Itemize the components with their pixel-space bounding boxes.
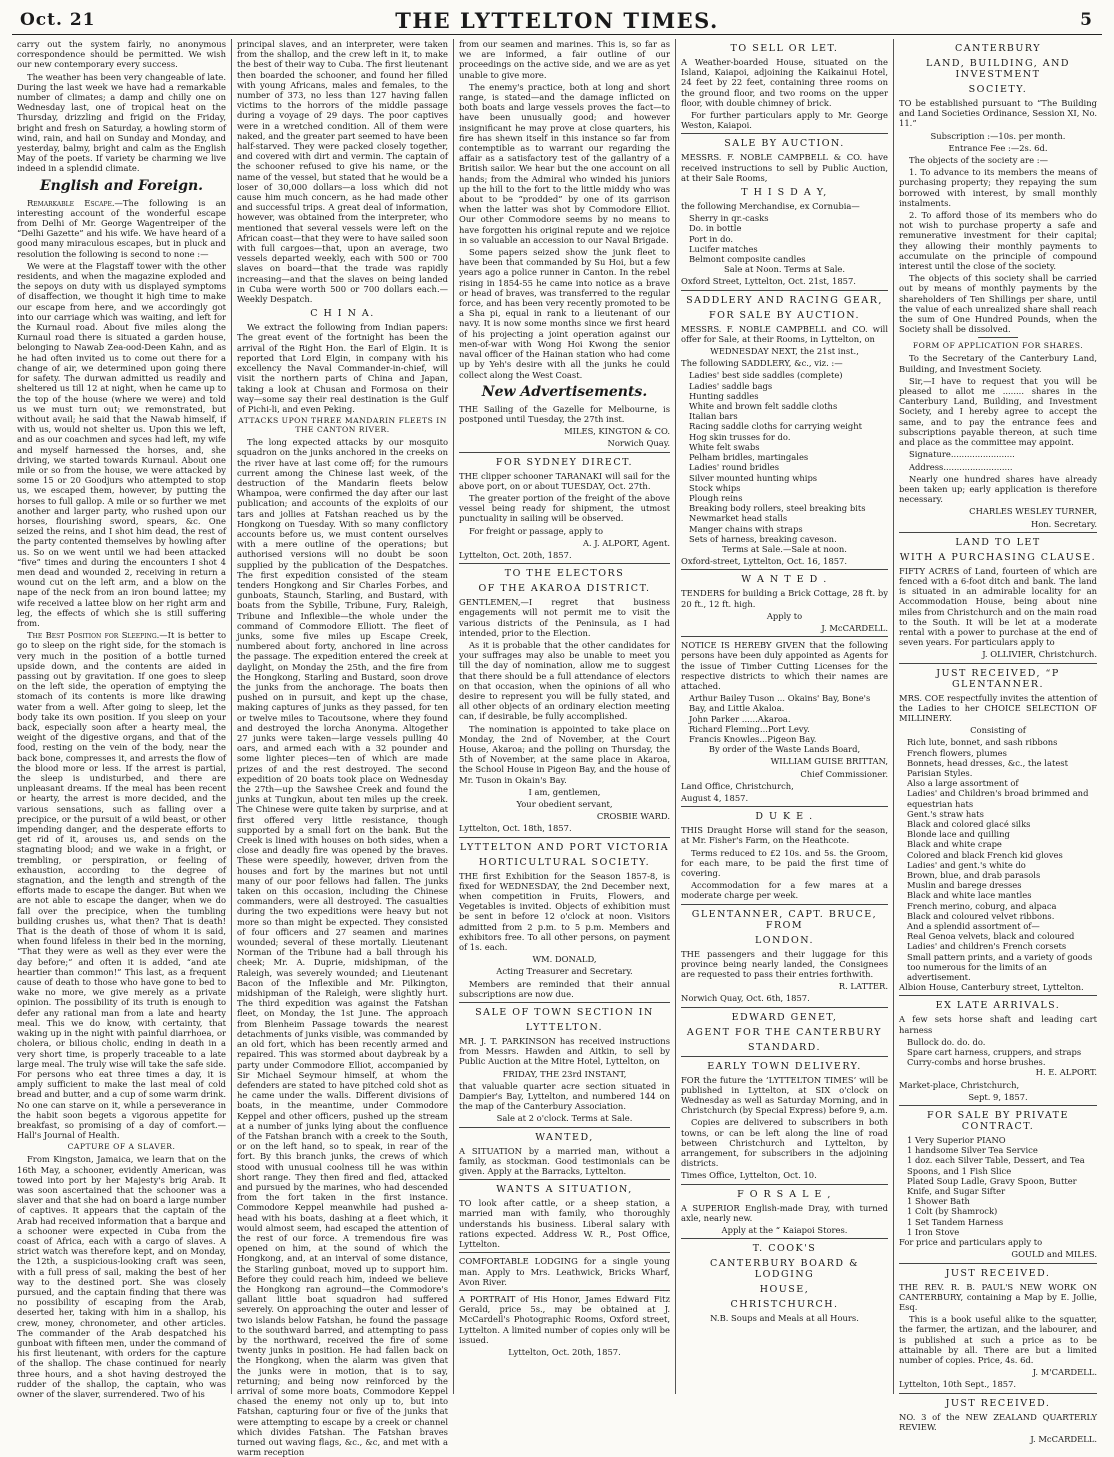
genet-heading: EDWARD GENET, xyxy=(731,1011,838,1023)
escape-story: We were at the Flagstaff tower with the other residents, and when the magazine exploded and the sepoys on duty with us displayed symptoms of disaffection, we thought it high time to make our escape from here, and we accordingly got into our carriage which was waiting, and left for the Kurnaul road. About five miles along the Kurnaul road there is situated a garden house, belonging to Nawab Zea-ood-Deen Kahn, and as he had often invited us to come out there for a change of air, we determined upon going there for safety. The durwan admitted us readily and sheltered us till 12 at night, when he came up to the top of the house (where we were) and told us we must turn out; we remonstrated, but without avail; he said that the Nawab himself, if with us, would not shelter us. Upon this we left, and as our coachmen and syces had left, my wife and myself harnessed the horses, and, she driving, we started towards Kurnaul. About one mile or so from the house, we were attacked by some 15 or 20 Goodjurs who attempted to stop us, we escaped them, however, by putting the horses to full gallop. A mile or so further we met another and larger party, who rushed upon our horses, flourishing sword, spears, &c. One seized the reins, and I shot him dead, the rest of the party contented themselves by howling after us. So on we went until we had been attacked “five” times and during the encounters I shot 4 men dead and wounded 2, receiving in return a wound cut on the left arm, and a blow on the nape of the neck from an iron bound lattee; my wife received a lattee blow on her right arm and leg, the effects of which she is still suffering from. xyxy=(17,260,226,628)
list-item: Breaking body rollers, steel breaking bits xyxy=(689,503,866,514)
list-item: Do. in bottle xyxy=(689,223,742,234)
saddlery-heading: SADDLERY AND RACING GEAR, xyxy=(686,294,883,306)
list-item: Manger chains with straps xyxy=(689,523,803,534)
town-section-text: MR. J. T. PARKINSON has received instructions from Messrs. Hawden and Aitkin, to sell by Public Auction at the Mitre Hotel, Lyttelton, on xyxy=(459,1036,670,1067)
gazelle-signature: MILES, KINGTON & CO. xyxy=(564,426,670,437)
divider xyxy=(681,1056,888,1057)
list-item: 1 Colt (by Shamrock) xyxy=(907,1206,998,1217)
early-delivery-heading: EARLY TOWN DELIVERY. xyxy=(707,1060,862,1072)
auction-text-2: the following Merchandise, ex Cornubia— xyxy=(681,201,860,212)
advertisements-heading: New Advertisements. xyxy=(481,383,648,400)
list-item: Plough reins xyxy=(689,492,743,503)
form-secretary-title: Hon. Secretary. xyxy=(1030,518,1097,529)
electors-text: GENTLEMEN,—I regret that business engagements will not permit me to visit the various districts of the Peninsula, as I had intended, prior to the Election. xyxy=(459,597,670,638)
escape-title: Remarkable Escape. xyxy=(27,197,115,208)
form-signature-line: Signature........................ xyxy=(909,449,1015,460)
land-society-text: TO be established pursuant to “The Building and Land Societies Ordinance, Session XI, No. 11.” xyxy=(899,98,1097,129)
millinery-items xyxy=(899,737,1097,982)
late-arrivals-date: Sept. 9, 1857. xyxy=(968,1091,1028,1102)
list-item: Port in do. xyxy=(689,233,734,244)
divider xyxy=(459,1290,670,1291)
notice-place: Land Office, Christchurch, xyxy=(681,780,794,791)
land-society-ad xyxy=(899,43,1097,529)
divider xyxy=(899,532,1097,533)
duke-accommodation: Accommodation for a few mares at a moderate charge per week. xyxy=(681,880,888,901)
land-to-let-text: FIFTY ACRES of Land, fourteen of which are fenced with a 6-foot ditch and bank. The land is situated in an admirable locality for an Accommodation House, being about nine miles from Christchurch and on the main road to the South. It will be let at a moderate rental with a power to purchase at the end of seven years. For particulars apply to xyxy=(899,565,1097,648)
land-to-let-ad xyxy=(899,537,1097,660)
saddlery-ad xyxy=(681,295,888,567)
duke-text: THIS Draught Horse will stand for the season, at Mr. Fisher's Farm, on the Heathcote. xyxy=(681,825,888,846)
divider xyxy=(899,995,1097,996)
list-item: Also a large assortment of xyxy=(907,778,1019,789)
wanted-ad xyxy=(459,1132,670,1177)
list-item: French merino, coburg, and alpaca xyxy=(907,900,1057,911)
section-heading: English and Foreign. xyxy=(39,177,204,194)
glentanner-subheading: LONDON. xyxy=(754,934,815,946)
notice-order: By order of the Waste Lands Board, xyxy=(708,744,861,755)
private-contract-ad xyxy=(899,1110,1097,1259)
notice-title: Chief Commissioner. xyxy=(800,768,888,779)
list-item: Newmarket head stalls xyxy=(689,513,788,524)
article-text: carry out the system fairly, no anonymous correspondence should be permitted. We wish our new contemporary every success. xyxy=(17,39,226,70)
list-item: John Parker ......Akaroa. xyxy=(689,713,791,724)
horticultural-note: Members are reminded that their annual subscriptions are now due. xyxy=(459,978,670,999)
glentanner-date: Norwich Quay, Oct. 6th, 1857. xyxy=(681,993,810,1004)
sell-let-text-2: For further particulars apply to Mr. George Weston, Kaiapoi. xyxy=(681,110,888,131)
millinery-text: MRS. COE respectfully invites the attention of the Ladies to her CHOICE SELECTION OF MILLINERY. xyxy=(899,692,1097,723)
divider xyxy=(681,806,888,807)
divider xyxy=(681,1007,888,1008)
divider xyxy=(899,1263,1097,1264)
list-item: Real Genoa velvets, black and coloured xyxy=(907,931,1075,942)
china-heading: C H I N A. xyxy=(310,308,375,320)
horticultural-signature: WM. DONALD, xyxy=(532,954,597,965)
tenders-ad xyxy=(681,574,888,633)
private-contract-signature: GOULD and MILES. xyxy=(1011,1249,1097,1260)
divider xyxy=(899,663,1097,664)
masthead xyxy=(12,8,1102,35)
cook-subheading: CANTERBURY BOARD & LODGING xyxy=(709,1258,860,1281)
duke-terms: Terms reduced to £2 10s. and 5s. the Groom, for each mare, to be paid the first time of covering. xyxy=(681,847,888,878)
land-society-object-1: 1. To advance to its members the means of purchasing property; they repaying the sum borrowed with interest, by small monthly instalments. xyxy=(899,167,1097,208)
electors-closing: I am, gentlemen, xyxy=(528,786,601,797)
auction-text: MESSRS. F. NOBLE CAMPBELL & CO. have received instructions to sell by Public Auction, at their Sale Rooms, xyxy=(681,152,888,183)
escape-article xyxy=(17,198,226,259)
land-society-object-3: The objects of this society shall be carried out by means of monthly payments by the shareholders of Ten Shillings per share, until the value of each unrealized share shall reach the sum of One Hundred Pounds, when the Society shall be dissolved. xyxy=(899,273,1097,335)
divider xyxy=(459,563,670,564)
late-arrivals-heading: EX LATE ARRIVALS. xyxy=(935,1000,1061,1012)
list-item: And a splendid assortment of— xyxy=(907,921,1040,932)
sell-let-text: A Weather-boarded House, situated on the Island, Kaiapoi, adjoining the Kaikainui Hotel, 24 feet by 22 feet, containing three rooms on the ground floor, and two rooms on the upper floor, with double chimney of brick. xyxy=(681,57,888,108)
land-society-heading: CANTERBURY xyxy=(955,43,1041,54)
wanted-text: A SITUATION by a married man, without a family, as stockman. Good testimonials can be given. Apply at the Barracks, Lyttelton. xyxy=(459,1145,670,1177)
list-item: Ladies' best side saddles (complete) xyxy=(689,370,843,381)
genet-ad xyxy=(681,1012,888,1053)
paul-book-ad xyxy=(899,1268,1097,1390)
list-item: White and brown felt saddle cloths xyxy=(689,401,838,412)
quarterly-review-signature: J. McCARDELL. xyxy=(1030,1433,1097,1444)
newspaper-title: THE LYTTELTON TIMES. xyxy=(395,8,719,33)
column-3 xyxy=(454,39,676,1394)
list-item: Ladies' and children's French corsets xyxy=(907,941,1067,952)
dray-ad xyxy=(681,1189,888,1236)
notice-agents xyxy=(681,693,888,744)
list-item: Richard Fleming...Port Levy. xyxy=(689,723,810,734)
sell-let-ad xyxy=(681,43,888,130)
saddlery-day: WEDNESDAY NEXT, the 21st inst., xyxy=(710,346,859,357)
private-contract-heading: FOR SALE BY PRIVATE CONTRACT. xyxy=(927,1110,1069,1133)
horticultural-ad xyxy=(459,842,670,999)
column-5 xyxy=(894,39,1102,1444)
duke-heading: D U K E . xyxy=(755,811,814,823)
form-address-line: Address.......................... xyxy=(909,461,1013,472)
china-article: We extract the following from Indian papers: The great event of the fortnight has been the arrival of the Right Hon. the Earl of Elgin. It is reported that Lord Elgin, in company with his excellency the Naval Commander-in-chief, will visit the northern parts of China and Japan, taking a look at Chusan and Formosa on their way—some say their real destination is the Gulf of Pichi-li, and even Peking. xyxy=(237,322,448,414)
divider xyxy=(681,1184,888,1185)
paul-book-signature: J. M'CARDELL. xyxy=(1032,1367,1097,1378)
list-item: Racing saddle cloths for carrying weight xyxy=(689,421,862,432)
attacks-article: The long expected attacks by our mosquito squadron on the junks anchored in the creeks on the river have at last come off; for the rumours current among the Chinese last week, of the destruction of the Mandarin fleets below Whampoa, were confirmed the day after our last publication; and accounts of the exploits of our tars and jollies at Fatshan reached us by the Hongkong on Tuesday. With so many conflictory accounts before us, we must content ourselves with a mere outline of the operations; but authorised versions will no doubt be soon supplied by the publication of the Despatches. The first expedition consisted of the steam tenders Hongkong and Sir Charles Forbes, and gunboats, Staunch, Starling, and Bustard, with boats from the Sybille, Tribune, Fury, Raleigh, Tribune and Inflexible—the whole under the command of Commodore Elliott. The fleet of junks, some five miles up Escape Creek, numbered about forty, anchored in line across the passage. The expedition entered the creek at daylight, on Monday the 25th, and the fire from the Hongkong, Starling and Bustard, soon drove the junks from the anchorage. The boats then pushed on in pursuit, and kept up the chase, making captures of junks as they passed, for ten or twelve miles to Tacoutsone, where they found and destroyed the lorcha Anonyma. Altogether 27 junks were taken—large vessels pulling 40 oars, and armed each with a 32 pounder and some lighter pieces—ten of which are made prizes of and the rest destroyed. The second expedition of 20 boats took place on Wednesday the 27th—up the Sawshee Creek and found the junks at Tungkun, about ten miles up the creek. The Chinese were quite taken by surprise, and at first offered very little resistance, though supported by a small fort on the bank. But the Creek is lined with houses on both sides, when a close and deadly fire was opened by the braves. These were speedily, however, driven from the houses and fort by the marines but not until many of our poor fellows had fallen. The junks taken on this occasion, including the Chinese commanders, were all destroyed. The casualties during the two expeditions were heavy but not more so than might be expected. They consisted of four officers and 27 seamen and marines wounded; several of these mortally. Lieutenant Norman of the Tribune had a ball through his cheek; Mr. A. Duprie, midshipman, of the Raleigh, was severely wounded; and Lieutenant Bacon of the Inflexible and Mr. Pilkington, midshipman of the Raleigh, were slightly hurt. The third expedition was against the Fatshan fleet, on Monday, the 1st June. The approach from Blenheim Passage towards the nearest detachments of junks visible, was commanded by an old fort, which has been recently armed and repaired. This was stormed about daybreak by a party under Commodore Elliot, accompanied by Sir Michael Seymour himself, at whom the defenders are stated to have pitched cold shot as he came under the walls. Different divisions of boats, in the meantime, under Commodore Keppel and other officers, pushed up the stream at a number of junks lying about the confluence of the Fatshan branch with a creek to the South, or on the left hand, so to speak, in rear of the fort. By this branch junks, the crews of which stood with unusual coolness till he was within short range. They then fired and fled, attacked and pursued by the marines, who had descended from the fort taken in the first instance. Commodore Keppel meanwhile had pushed a-head with his boats, dashing at a fleet which, it would almost seem, had escaped the attention of the rest of our force. A tremendous fire was opened on him, at the sound of which the Hongkong, and, at an interval of some distance, the Starling gunboat, moved up to support him. Before they could reach him, indeed we believe the Hongkong ran aground—the Commodore's gallant little boat squadron had suffered severely. On approaching the outer and lesser of two islands below Fatshan, he found the passage to the southward barred, and attempting to pass by the northward, received the fire of some twenty junks in position. He had fallen back on the Hongkong, when the alarm was given that the junks were in motion, that is to say, returning; and being now reinforced by the arrival of some more boats, Commodore Keppel chased the enemy not only up to, but into Fatshan, capturing four or five of the junks that were attempting to escape by a creek or channel which divides Fatshan. The Fatshan braves turned out waving flags, &c., &c, and met with a warm reception xyxy=(237,437,448,1457)
gazelle-ad xyxy=(459,404,670,449)
millinery-ad xyxy=(899,668,1097,993)
horticultural-title: Acting Treasurer and Secretary. xyxy=(496,966,633,977)
land-society-entrance-fee: Entrance Fee :—2s. 6d. xyxy=(948,142,1048,153)
electors-date: Lyttelton, Oct. 18th, 1857. xyxy=(459,823,572,834)
late-arrivals-signature: H. E. ALPORT. xyxy=(1035,1067,1097,1078)
form-text-2: Sir,—I have to request that you will be pleased to allot me ........ shares in the Canterbury Land, Building, and Investment Society, and I hereby agree to accept the same, and to pay the entrance fees and subscriptions payable thereon, at such time and place as the committee may appoint. xyxy=(899,375,1097,448)
list-item: Plated Soup Ladle, Gravy Spoon, Butter Knife, and Sugar Sifter xyxy=(907,1175,1077,1197)
list-item: Bonnets, head dresses, &c., the latest Parisian Styles. xyxy=(907,757,1068,778)
private-contract-items xyxy=(899,1135,1097,1237)
list-item: White felt swabs xyxy=(689,441,760,452)
early-delivery-text: FOR the future the ‘LYTTELTON TIMES’ will be published in Lyttelton, at SIX o'clock on Wednesday as well as Saturday Morning, and in Christchurch (by Special Express) before 9, a.m. xyxy=(681,1074,888,1116)
divider xyxy=(681,904,888,905)
millinery-heading: JUST RECEIVED, “P GLENTANNER. xyxy=(936,667,1060,690)
sleep-title: The Best Position for Sleeping. xyxy=(27,630,160,641)
divider xyxy=(681,636,888,637)
list-item: Hunting saddles xyxy=(689,390,759,401)
lodging-ad xyxy=(459,1256,670,1287)
town-section-terms: Sale at 2 o'clock. Terms at Sale. xyxy=(496,1113,633,1124)
electors-text-2: As it is probable that the other candidates for your suffrages may also be unable to meet you till the day of nomination, allow me to suggest that there should be a full attendance of electors on that occasion, when the opinions of all who desire to represent you will be fully stated, and all other objects of an ordinary election meeting can, if desirable, be fully accomplished. xyxy=(459,639,670,722)
divider xyxy=(459,1002,670,1003)
glentanner-signature: R. LATTER. xyxy=(838,981,888,992)
millinery-consisting: Consisting of xyxy=(970,725,1026,736)
list-item: Silver mounted hunting whips xyxy=(689,472,818,483)
town-section-heading: SALE OF TOWN SECTION IN xyxy=(475,1007,654,1019)
form-heading: FORM OF APPLICATION FOR SHARES. xyxy=(912,341,1084,351)
list-item: Muslin and barege dresses xyxy=(907,880,1022,891)
horticultural-heading: LYTTELTON AND PORT VICTORIA xyxy=(459,841,670,853)
sydney-date: Lyttelton, Oct. 20th, 1857. xyxy=(459,549,572,560)
cook-ad xyxy=(681,1243,888,1323)
glentanner-text: THE passengers and their luggage for this province being nearly landed, the Consignees are requested to pass their entries forthwith. xyxy=(681,948,888,980)
sleep-article xyxy=(17,630,226,1140)
list-item: Curry-combs and horse brushes. xyxy=(907,1057,1046,1068)
escape-intro: —The following is an interesting account of the wonderful escape from Delhi of Mr. George Wagentreiper of the “Delhi Gazette” and his wife. We have heard of a good many miraculous escapes, but in pluck and resolution the following is second to none :— xyxy=(17,197,226,259)
list-item: 1 Shower Bath xyxy=(907,1196,970,1207)
electors-heading: TO THE ELECTORS xyxy=(504,568,625,580)
divider xyxy=(681,133,888,134)
sleep-body: —It is better to go to sleep on the right side, for the stomach is very much in the position of a bottle turned upside down, and the contents are aided in passing out by gravitation. If one goes to sleep on the left side, the operation of emptying the stomach of its contents is more like drawing water from a well. After going to sleep, let the body take its own position. If you sleep on your back, especially soon after a hearty meal, the weight of the digestive organs, and that of the food, resting on the vein of the body, near the back bone, compresses it, and arrests the flow of the blood more or less. If the arrest is partial, the sleep is undisturbed, and there are unpleasant dreams. If the meal has been recent or hearty, the arrest is more decided, and the various sensations, such as falling over a precipice, or the pursuit of a wild beast, or other impending danger, and the desperate efforts to get rid of it, arouses us, and sends on the stagnating blood; and we wake in a fright, or trembling, or perspiration, or feeling of exhaustion, according to the degree of stagnation, and the length and strength of the efforts made to escape the danger. But when we are not able to escape the danger, when we do fall over the precipice, when the tumbling building crushes us, what then? That is death! That is the death of those of whom it is said, when found lifeless in their bed in the morning, “That they were as well as they ever were the day before;” and often it is added, “and ate heartier than common!” This last, as a frequent cause of death to those who have gone to bed to wake no more, we give merely as a private opinion. The possibility of its truth is enough to defer any rational man from a late and hearty meal. This we do know, with certainty, that waking up in the night with painful diarrhoea, or cholera, or bilious cholic, ending in death in a very short time, is properly traceable to a late large meal. The truly wise will take the safe side. For persons who eat three times a day, it is amply sufficient to make the last meal of cold bread and butter, and a cup of some warm drink. No one can starve on it, while a perseverance in the habit soon begets a vigorous appetite for breakfast, so promising of a day of comfort.—Hall's Journal of Health. xyxy=(17,630,227,1141)
early-delivery-ad xyxy=(681,1061,888,1181)
list-item: Lucifer matches xyxy=(689,243,758,254)
town-section-text-2: that valuable quarter acre section situated in Dampier's Bay, Lyttelton, and numbered 144 on the map of the Canterbury Association. xyxy=(459,1080,670,1112)
divider xyxy=(681,290,888,291)
notice-ad xyxy=(681,640,888,803)
land-to-let-subheading: WITH A PURCHASING CLAUSE. xyxy=(899,551,1097,563)
list-item: Spare cart harness, cruppers, and straps xyxy=(907,1047,1082,1058)
town-section-date: FRIDAY, THE 23rd INSTANT, xyxy=(502,1068,627,1079)
portrait-text: A PORTRAIT of His Honor, James Edward Fitz Gerald, price 5s., may be obtained at J. McCardell's Photographic Rooms, Oxford street, Lyttelton. A limited number of copies only will be issued. xyxy=(459,1293,670,1345)
list-item: Pelham bridles, martingales xyxy=(689,452,809,463)
cook-location: CHRISTCHURCH. xyxy=(730,1299,839,1311)
auction-items xyxy=(681,213,888,264)
list-item: Black and coloured velvet ribbons. xyxy=(907,910,1055,921)
divider xyxy=(978,337,1018,338)
list-item: 1 Iron Stove xyxy=(907,1226,960,1237)
list-item: 1 handsome Silver Tea Service xyxy=(907,1145,1038,1156)
sydney-text-2: The greater portion of the freight of the above vessel being ready for shipment, the utmost punctuality in sailing will be observed. xyxy=(459,492,670,524)
glentanner-heading: GLENTANNER, CAPT. BRUCE, FROM xyxy=(691,908,878,931)
china-continued: from our seamen and marines. This is, so far as we are informed, a fair outline of our proceedings on the active side, and we are as yet unable to give more. xyxy=(459,39,670,80)
auction-heading: SALE BY AUCTION. xyxy=(724,138,845,150)
list-item: Brown, blue, and drab parasols xyxy=(907,870,1041,880)
horticultural-subheading: HORTICULTURAL SOCIETY. xyxy=(478,856,651,868)
list-item: 1 Set Tandem Harness xyxy=(907,1216,1004,1227)
notice-date: August 4, 1857. xyxy=(681,792,749,803)
gazelle-text: THE Sailing of the Gazelle for Melbourne, is postponed until Tuesday, the 27th inst. xyxy=(459,403,670,424)
late-arrivals-items xyxy=(899,1037,1097,1068)
divider xyxy=(681,1238,888,1239)
list-item: Sets of harness, breaking caveson. xyxy=(689,533,837,544)
column-4 xyxy=(676,39,894,1394)
wants-situation-ad xyxy=(459,1184,670,1249)
land-to-let-heading: LAND TO LET xyxy=(955,536,1041,548)
china-practice: The enemy's practice, both at long and short range, is stated—and the damage inflicted on both boats and large vessels proves the fact—to have been unusually good; and however insignificant he may prove at close quarters, his fire has shewn itself in this instance so far from contemptible as to warrant our regarding the affair as a satisfactory test of the gallantry of a British sailor. We hear but the one account on all hands; from the Admiral who winded his juniors up the hill to the fort to the little middy who was about to be “prodded” by one of its garrison when the latter was shot by Commodore Elliot. Our other Commodore seems by no means to have forgotten his original repute and we rejoice in so valuable an accession to our Naval Brigade. xyxy=(459,81,670,245)
list-item: Ladies' round bridles xyxy=(689,462,780,473)
attacks-heading: ATTACKS UPON THREE MANDARIN FLEETS IN THE CANTON RIVER. xyxy=(238,416,447,435)
gazelle-address: Norwich Quay. xyxy=(607,438,670,449)
saddlery-text: MESSRS. F. NOBLE CAMPBELL and CO. will offer for Sale, at their Rooms, in Lyttelton, on xyxy=(681,323,888,344)
paul-book-date: Lyttelton, 10th Sept., 1857. xyxy=(899,1379,1017,1390)
dray-apply: Apply at the “ Kaiapoi Stores. xyxy=(721,1225,848,1236)
land-society-objects: The objects of the society are :— xyxy=(909,155,1048,166)
list-item: Colored and black French kid gloves xyxy=(907,849,1063,860)
list-item: Bullock do. do. do. xyxy=(907,1036,986,1047)
slaver-article: From Kingston, Jamaica, we learn that on the 16th May, a schooner, evidently American, was towed into port by her Majesty's brig Arab. It was soon ascertained that the schooner was a slaver and that she had on board a large number of captives. It appears that the captain of the Arab had received information that a barque and a schooner were expected in Cuba from the coast of Africa, each with a cargo of slaves. A strict watch was therefore kept, and on Monday, the 12th, a suspicious-looking craft was seen, with a full press of sail, making the best of her way to the destined port. She was closely pursued, and the captain finding that there was no possibility of escaping from the Arab, deserted her, taking with him in a shallop, his crew, money, chronometer, and other articles. The commander of the Arab despatched his gunboat with fifteen men, under the command of his first lieutenant, with orders for the capture of the shallop. The chase continued for nearly three hours, and a shot having destroyed the rudder of the shallop, the captain, who was owner of the slaver, surrendered. Two of his xyxy=(17,1154,226,1399)
weather-article: The weather has been very changeable of late. During the last week we have had a remarkable number of climates; a damp and chilly one on Wednesday last, one of tropical heat on the Thursday, drizzling and frigid on the Friday, bright and fresh on Saturday, a howling storm of wind, rain, and hail on Sunday and Monday, and yesterday, balmy, bright and calm as the English May of the poets. If variety be charming we live indeed in a splendid climate. xyxy=(17,71,226,174)
list-item: Small pattern prints, and a variety of goods too numerous for the limits of an advertisement. xyxy=(907,951,1093,983)
wanted-heading: WANTED, xyxy=(535,1131,594,1143)
cook-subheading-2: HOUSE, xyxy=(759,1284,810,1296)
list-item: Francis Knowles...Pigeon Bay. xyxy=(689,733,817,744)
divider xyxy=(459,837,670,838)
auction-terms: Sale at Noon. Terms at Sale. xyxy=(723,264,846,275)
list-item: Black and white lace mantles xyxy=(907,890,1032,901)
late-arrivals-ad xyxy=(899,1000,1097,1102)
divider xyxy=(459,1179,670,1180)
saddlery-terms: Terms at Sale.—Sale at noon. xyxy=(722,543,847,554)
genet-subheading: AGENT FOR THE CANTERBURY xyxy=(686,1026,883,1038)
sydney-text-3: For freight or passage, apply to xyxy=(469,525,604,536)
private-contract-apply: For price and particulars apply to xyxy=(899,1237,1043,1248)
tenders-apply: Apply to xyxy=(766,610,803,621)
paul-book-text-2: This is a book useful alike to the squatter, the farmer, the artizan, and the labourer, and is published at such a price as to be attainable by all. There are but a limited number of copies. Price, 4s. 6d. xyxy=(899,1314,1097,1365)
cook-heading: T. COOK'S xyxy=(752,1243,817,1255)
sydney-heading: FOR SYDNEY DIRECT. xyxy=(495,456,634,468)
paul-book-heading: JUST RECEIVED. xyxy=(945,1267,1051,1279)
divider xyxy=(899,1393,1097,1394)
late-arrivals-place: Market-place, Christchurch, xyxy=(899,1079,1020,1090)
sydney-ad xyxy=(459,457,670,561)
late-arrivals-text: A few sets horse shaft and leading cart harness xyxy=(899,1014,1097,1035)
wants-situation-text: TO look after cattle, or a sheep station, a married man with family, who thoroughly understands his business. Liberal salary with rations expected. Address W. R., Post Office, Lyttelton. xyxy=(459,1198,670,1250)
divider xyxy=(899,1105,1097,1106)
land-society-subheading-2: SOCIETY. xyxy=(968,84,1028,95)
quarterly-review-heading: JUST RECEIVED. xyxy=(945,1397,1051,1409)
tenders-text: TENDERS for building a Brick Cottage, 28 ft. by 20 ft., 12 ft. high. xyxy=(681,588,888,609)
saddlery-date: Oxford-street, Lyttelton, Oct. 16, 1857. xyxy=(681,556,848,567)
saddlery-items xyxy=(681,370,888,543)
town-section-subheading: LYTTELTON. xyxy=(525,1022,604,1034)
list-item: Rich lute, bonnet, and sash ribbons xyxy=(907,737,1058,748)
issue-date: Oct. 21 xyxy=(20,10,96,30)
paul-book-text: THE REV. R. B. PAUL'S NEW WORK ON CANTERBURY, containing a Map by E. Jollie, Esq. xyxy=(899,1281,1097,1312)
page-number: 5 xyxy=(1080,10,1092,30)
list-item: Black and colored glacé silks xyxy=(907,818,1031,829)
saddlery-text-2: The following SADDLERY, &c., viz. :— xyxy=(681,358,843,369)
tenders-signature: J. McCARDELL. xyxy=(821,622,888,633)
list-item: Sherry in qr.-casks xyxy=(689,213,769,224)
form-secretary: CHARLES WESLEY TURNER, xyxy=(969,506,1097,517)
divider xyxy=(459,452,670,453)
list-item: Gent.'s straw hats xyxy=(907,808,984,819)
list-item: Arthur Bailey Tuson ... Okains' Bay, Bone's Bay, and Little Akaloa. xyxy=(689,693,871,714)
land-society-subheading: LAND, BUILDING, AND INVESTMENT xyxy=(925,58,1071,80)
glentanner-ad xyxy=(681,909,888,1004)
quarterly-review-ad xyxy=(899,1398,1097,1445)
portrait-date: Lyttelton, Oct. 20th, 1857. xyxy=(508,1346,621,1357)
electors-text-3: The nomination is appointed to take place on Monday, the 2nd of November, at the Court House, Akaroa; and the polling on Thursday, the 5th of November, at the same place in Akaroa, the School House in Pigeon Bay, and the house of Mr. Tuson in Okain's Bay. xyxy=(459,723,670,785)
column-1 xyxy=(12,39,232,1399)
horticultural-text: THE first Exhibition for the Season 1857-8, is fixed for WEDNESDAY, the 2nd December next, when competition in Fruits, Flowers, and Vegetables is invited. Objects of exhibition must be sent in before 12 o'clock at noon. Visitors admitted from 2 p.m. to 5 p.m. Members and exhibitors free. To all other persons, on payment of 1s. each. xyxy=(459,870,670,953)
slaver-continued: principal slaves, and an interpreter, were taken from the shallop, and the crew left in it, to make the best of their way to Cuba. The first lieutenant then boarded the schooner, and found her filled with young Africans, males and females, to the number of 373, no less than 127 having fallen victims to the horrors of the middle passage during a voyage of 29 days. The poor captives were in a wretched condition. All of them were naked, and the greater part seemed to have been half-starved. They were packed closely together, and covered with dirt and vermin. The captain of the schooner refused to give his name, or the name of the vessel, but stated that he would be a loser of 30,000 dollars—a loss which did not cause him much concern, as he had made other and successful trips. A great deal of information, however, was obtained from the interpreter, who mentioned that several vessels were left on the African coast—that they were to have sailed soon with full cargoes—that, upon an average, two vessels departed weekly, each with 500 or 700 slaves on board—that the trade was rapidly increasing—and that the slaves on being landed in Cuba were worth 500 or 700 dollars each.—Weekly Despatch. xyxy=(237,39,448,305)
portrait-ad xyxy=(459,1294,670,1357)
auction-day: T H I S D A Y, xyxy=(741,187,828,199)
notice-text: NOTICE IS HEREBY GIVEN that the following persons have been duly appointed as Agents for the issue of Timber Cutting Licenses for the respective districts to which their names are attached. xyxy=(681,640,888,691)
lodging-text: COMFORTABLE LODGING for a single young man. Apply to Mrs. Leathwick, Bricks Wharf, Avon River. xyxy=(459,1256,670,1287)
list-item: 1 Very Superior PIANO xyxy=(907,1135,1006,1146)
electors-ad xyxy=(459,568,670,833)
saddlery-subheading: FOR SALE BY AUCTION. xyxy=(708,309,861,321)
town-section-ad xyxy=(459,1007,670,1124)
list-item: 1 doz. each Silver Table, Dessert, and Tea Spoons, and 1 Fish Slice xyxy=(907,1155,1085,1176)
divider xyxy=(459,1127,670,1128)
millinery-address: Albion House, Canterbury street, Lyttelton. xyxy=(899,982,1084,993)
china-junks: Some papers seized show the junk fleet to have been that commanded by Su Hoi, but a few years ago a police runner in Canton. In the rebel rising in 1854-55 he came into notice as a brave or head of braves, was transferred to the regular force, and has been very recently promoted to be a Sha pi, equal in rank to a lieutenant of our navy. It is now some months since we first heard of his projecting a joint operation against our men-of-war with Wong Hoi Kwong the senior naval officer of the Hainan station who had come up by Yeh's desire with all the junks he could collect along the West Coast. xyxy=(459,247,670,380)
column-2 xyxy=(232,39,454,1457)
auction-date: Oxford Street, Lyttelton, Oct. 21st, 1857. xyxy=(681,276,856,287)
form-text-3: Nearly one hundred shares have already been taken up; early application is therefore necessary. xyxy=(899,473,1097,505)
divider xyxy=(681,569,888,570)
list-item: Black and white crape xyxy=(907,839,1002,850)
genet-subheading-2: STANDARD. xyxy=(748,1041,821,1053)
list-item: Stock whips xyxy=(689,482,741,493)
sell-let-heading: TO SELL OR LET. xyxy=(730,43,839,54)
divider xyxy=(459,1252,670,1253)
electors-signature: CROSBIE WARD. xyxy=(596,811,670,822)
early-delivery-date: Times Office, Lyttelton, Oct. 10. xyxy=(681,1170,817,1181)
land-society-subscription: Subscription :—10s. per month. xyxy=(930,130,1066,141)
list-item: Blonde lace and quilling xyxy=(907,829,1010,840)
slaver-heading: CAPTURE OF A SLAVER. xyxy=(67,1142,176,1152)
wants-situation-heading: WANTS A SITUATION, xyxy=(496,1184,633,1196)
form-text: To the Secretary of the Canterbury Land, Building, and Investment Society. xyxy=(899,353,1097,374)
list-item: Hog skin trusses for do. xyxy=(689,431,791,442)
sydney-signature: A. J. ALPORT, Agent. xyxy=(582,537,670,548)
cook-note: N.B. Soups and Meals at all Hours. xyxy=(710,1313,859,1324)
land-to-let-signature: J. OLLIVIER, Christchurch. xyxy=(982,649,1097,660)
list-item: Ladies' saddle bags xyxy=(689,380,773,391)
list-item: Ladies' and Children's broad brimmed and equestrian hats xyxy=(907,788,1089,809)
list-item: Belmont composite candles xyxy=(689,254,806,265)
electors-subheading: OF THE AKAROA DISTRICT. xyxy=(478,583,651,595)
tenders-heading: W A N T E D . xyxy=(741,574,828,586)
land-society-object-2: 2. To afford those of its members who do not wish to purchase property a safe and remunerative investment for their capital; they allowing their monthly payments to accumulate on the principle of compound interest until the close of the society. xyxy=(899,210,1097,272)
sydney-text: THE clipper schooner TARANAKI will sail for the above port, on or about TUESDAY, Oct. 27th. xyxy=(459,470,670,491)
electors-closing-2: Your obedient servant, xyxy=(516,799,613,809)
early-delivery-text-2: Copies are delivered to subscribers in both towns, or can be left along the line of road between Christchurch and Lyttelton, by arrangement, for subscribers in the adjoining districts. xyxy=(681,1117,888,1169)
dray-heading: F O R S A L E , xyxy=(737,1188,832,1200)
list-item: Ladies' and gent.'s white do xyxy=(907,859,1026,870)
list-item: Italian bars xyxy=(689,411,738,422)
list-item: French flowers, plumes xyxy=(907,747,1007,758)
notice-signature: WILLIAM GUISE BRITTAN, xyxy=(770,756,888,767)
duke-ad xyxy=(681,811,888,900)
dray-text: A SUPERIOR English-made Dray, with turned axle, nearly new. xyxy=(681,1202,888,1223)
quarterly-review-text: NO. 3 of the NEW ZEALAND QUARTERLY REVIEW. xyxy=(899,1411,1097,1432)
auction-ad xyxy=(681,138,888,286)
